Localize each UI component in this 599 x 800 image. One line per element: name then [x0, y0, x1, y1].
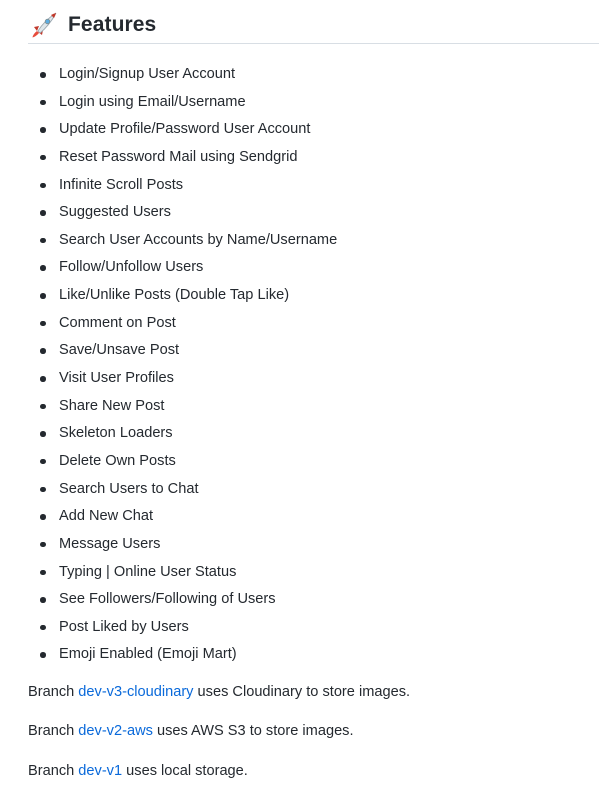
branch-prefix: Branch	[28, 763, 79, 779]
bullet-icon	[40, 183, 46, 189]
bullet-icon	[40, 652, 46, 658]
branch-link-dev-v3-cloudinary[interactable]: dev-v3-cloudinary	[78, 684, 194, 700]
bullet-icon	[40, 72, 46, 78]
bullet-icon	[40, 404, 46, 410]
feature-label: Save/Unsave Post	[59, 342, 180, 359]
list-item	[0, 559, 337, 587]
feature-list	[0, 61, 337, 669]
feature-label: Visit User Profiles	[59, 370, 174, 387]
feature-label: Typing | Online User Status	[59, 563, 237, 580]
list-item	[0, 254, 337, 282]
features-heading	[28, 8, 599, 44]
branch-suffix: uses local storage.	[122, 763, 248, 779]
feature-label: Search Users to Chat	[59, 480, 199, 497]
bullet-icon	[40, 597, 46, 603]
feature-label: Update Profile/Password User Account	[59, 121, 311, 138]
feature-label: Reset Password Mail using Sendgrid	[59, 148, 298, 165]
bullet-icon	[40, 542, 46, 548]
branch-suffix: uses Cloudinary to store images.	[193, 684, 411, 700]
list-item	[0, 586, 337, 614]
bullet-icon	[40, 293, 46, 299]
bullet-icon	[40, 265, 46, 271]
bullet-icon	[40, 238, 46, 244]
list-item	[0, 89, 337, 117]
feature-label: Skeleton Loaders	[59, 425, 173, 442]
list-item	[0, 337, 337, 365]
branch-suffix: uses AWS S3 to store images.	[152, 723, 354, 739]
list-item	[0, 448, 337, 476]
branch-prefix: Branch	[28, 684, 79, 700]
list-item	[0, 476, 337, 504]
bullet-icon	[40, 376, 46, 382]
list-item	[0, 61, 337, 89]
list-item	[0, 420, 337, 448]
feature-label: Add New Chat	[59, 508, 154, 525]
list-item	[0, 282, 337, 310]
bullet-icon	[40, 321, 46, 327]
feature-label: Delete Own Posts	[59, 452, 176, 469]
branch-link-dev-v1[interactable]: dev-v1	[78, 763, 123, 779]
branch-prefix: Branch	[28, 723, 79, 739]
feature-label: Like/Unlike Posts (Double Tap Like)	[59, 287, 290, 304]
list-item	[0, 144, 337, 172]
feature-label: Suggested Users	[59, 204, 171, 221]
list-item	[0, 365, 337, 393]
feature-label: Search User Accounts by Name/Username	[59, 231, 338, 248]
page-title: Features	[68, 12, 157, 36]
bullet-icon	[40, 625, 46, 631]
list-item	[0, 641, 337, 669]
branch-link-dev-v2-aws[interactable]: dev-v2-aws	[78, 723, 153, 739]
bullet-icon	[40, 431, 46, 437]
bullet-icon	[40, 210, 46, 216]
feature-label: Share New Post	[59, 397, 165, 414]
list-item	[0, 227, 337, 255]
bullet-icon	[40, 348, 46, 354]
feature-label: Comment on Post	[59, 314, 176, 331]
bullet-icon	[40, 155, 46, 161]
feature-label: Post Liked by Users	[59, 618, 189, 635]
branch-note-local	[28, 761, 248, 781]
bullet-icon	[40, 127, 46, 133]
feature-label: Login/Signup User Account	[59, 66, 236, 82]
feature-label: Message Users	[59, 535, 161, 552]
list-item	[0, 614, 337, 642]
bullet-icon	[40, 100, 46, 106]
list-item	[0, 116, 337, 144]
branch-note-aws	[28, 721, 354, 741]
feature-label: Follow/Unfollow Users	[59, 259, 204, 276]
list-item	[0, 503, 337, 531]
list-item	[0, 310, 337, 338]
list-item	[0, 172, 337, 200]
feature-label: See Followers/Following of Users	[59, 591, 276, 608]
bullet-icon	[40, 514, 46, 520]
feature-label: Infinite Scroll Posts	[59, 176, 184, 193]
branch-note-cloudinary	[28, 682, 410, 702]
feature-label: Emoji Enabled (Emoji Mart)	[59, 646, 237, 663]
list-item	[0, 531, 337, 559]
list-item	[0, 393, 337, 421]
bullet-icon	[40, 570, 46, 576]
rocket-icon	[30, 11, 58, 39]
bullet-icon	[40, 487, 46, 493]
bullet-icon	[40, 459, 46, 465]
list-item	[0, 199, 337, 227]
feature-label: Login using Email/Username	[59, 93, 246, 110]
